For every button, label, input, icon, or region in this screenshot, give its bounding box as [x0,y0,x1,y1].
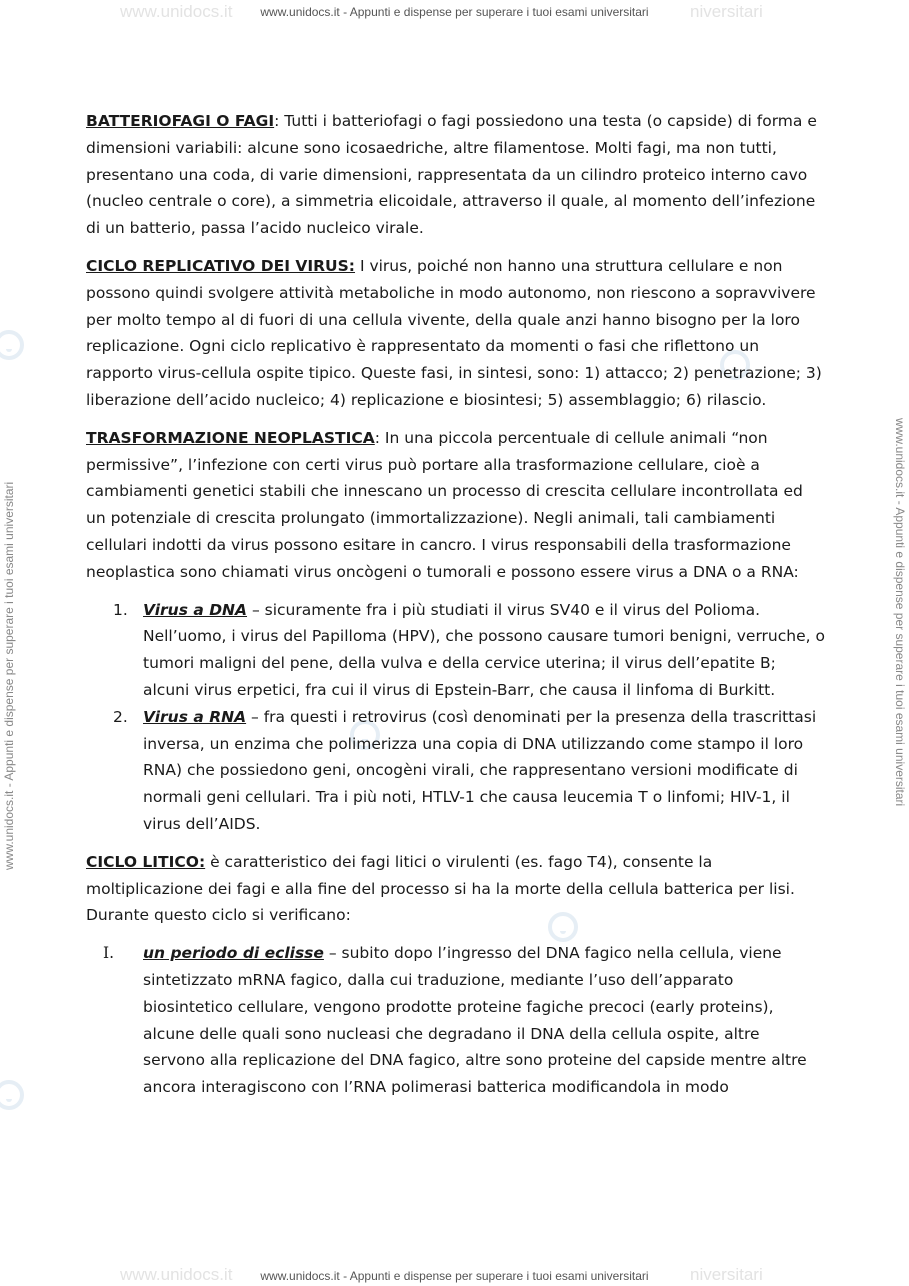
list-item [86,597,826,704]
numbered-list-virus [86,597,826,838]
list-item-title: Virus a RNA [143,707,247,726]
list-item [86,940,826,1101]
heading-trasformazione: TRASFORMAZIONE NEOPLASTICA [86,428,375,447]
body-ciclo-replicativo: I virus, poiché non hanno una struttura cellulare e non possono quindi svolgere attività metaboliche in modo autonomo, non riescono a sopravvivere per molto tempo al di fuori di una cellula vivente, della quale anzi hanno bisogno per la loro replicazione. Ogni ciclo replicativo è rappresentato da momenti o fasi che riflettono un rapporto virus-cellula ospite tipico. Queste fasi, in sintesi, sono: 1) attacco; 2) penetrazione; 3) liberazione dell’acido nucleico; 4) replicazione e biosintesi; 5) assemblaggio; 6) rilascio. [86,256,822,409]
paragraph-ciclo-litico [86,849,826,929]
watermark-faint-right-bottom: niversitari [690,1265,763,1284]
list-item-text: – fra questi i retrovirus (così denominati per la presenza della trascrittasi inversa, un enzima che polimerizza una copia di DNA utilizzando come stampo il loro RNA) che possiedono geni, oncogèni virali, che rappresentano versioni modificate di normali geni cellulari. Tra i più noti, HTLV-1 che causa leucemia T o linfomi; HIV-1, il virus dell’AIDS. [143,707,817,833]
body-trasformazione: : In una piccola percentuale di cellule animali “non permissive”, l’infezione con certi virus può portare alla trasformazione cellulare, cioè a cambiamenti genetici stabili che innescano un processo di crescita cellulare incontrollata ed un potenziale di crescita prolungato (immortalizzazione). Negli animali, tali cambiamenti cellulari indotti da virus possono esitare in cancro. I virus responsabili della trasformazione neoplastica sono chiamati virus oncògeni o tumorali e possono essere virus a DNA o a RNA: [86,428,803,581]
heading-batteriofagi: BATTERIOFAGI O FAGI [86,112,275,130]
watermark-logo-icon [0,1080,24,1110]
list-item-title: Virus a DNA [143,600,248,619]
body-ciclo-litico: è caratteristico dei fagi litici o virulenti (es. fago T4), consente la moltiplicazione dei fagi e alla fine del processo si ha la morte della cellula batterica per lisi. Durante questo ciclo si verificano: [86,852,795,925]
list-number: I. [103,944,115,963]
list-item [86,704,826,838]
paragraph-batteriofagi [86,108,826,242]
watermark-logo-icon [0,330,24,360]
watermark-footer: www.unidocs.it - Appunti e dispense per superare i tuoi esami universitari [260,1269,649,1283]
watermark-side-left: www.unidocs.it - Appunti e dispense per superare i tuoi esami universitari [2,481,16,870]
heading-ciclo-litico: CICLO LITICO: [86,852,206,871]
watermark-faint-left-bottom: www.unidocs.it [120,1265,233,1284]
document-body [86,108,826,1112]
watermark-side-right: www.unidocs.it - Appunti e dispense per superare i tuoi esami universitari [893,418,907,807]
list-number: 1. [113,600,128,619]
list-item-title: un periodo di eclisse [143,944,324,963]
watermark-faint-left-top: www.unidocs.it [120,2,233,21]
roman-list-ciclo-litico [86,940,826,1101]
list-item-text: – subito dopo l’ingresso del DNA fagico nella cellula, viene sintetizzato mRNA fagico, dalla cui traduzione, mediante l’uso dell’apparato biosintetico cellulare, vengono prodotte proteine fagiche precoci (early proteins), alcune delle quali sono nucleasi che degradano il DNA della cellula ospite, altre servono alla replicazione del DNA fagico, altre sono proteine del capside mentre altre ancora interagiscono con l’RNA polimerasi batterica modificandola in modo [143,944,807,1097]
heading-ciclo-replicativo: CICLO REPLICATIVO DEI VIRUS: [86,256,356,275]
body-batteriofagi: : Tutti i batteriofagi o fagi possiedono una testa (o capside) di forma e dimensioni variabili: alcune sono icosaedriche, altre filamentose. Molti fagi, ma non tutti, presentano una coda, di varie dimensioni, rappresentata da un cilindro proteico interno cavo (nucleo centrale o core), a simmetria elicoidale, attraverso il quale, al momento dell’infezione di un batterio, passa l’acido nucleico virale. [86,112,817,238]
list-number: 2. [113,707,128,726]
list-item-text: – sicuramente fra i più studiati il virus SV40 e il virus del Polioma. Nell’uomo, i virus del Papilloma (HPV), che possono causare tumori benigni, verruche, o tumori maligni del pene, della vulva e della cervice uterina; il virus dell’epatite B; alcuni virus erpetici, fra cui il virus di Epstein-Barr, che causa il linfoma di Burkitt. [143,600,825,699]
paragraph-ciclo-replicativo [86,253,826,414]
watermark-header: www.unidocs.it - Appunti e dispense per superare i tuoi esami universitari [260,5,649,19]
watermark-faint-right-top: niversitari [690,2,763,21]
paragraph-trasformazione [86,425,826,586]
